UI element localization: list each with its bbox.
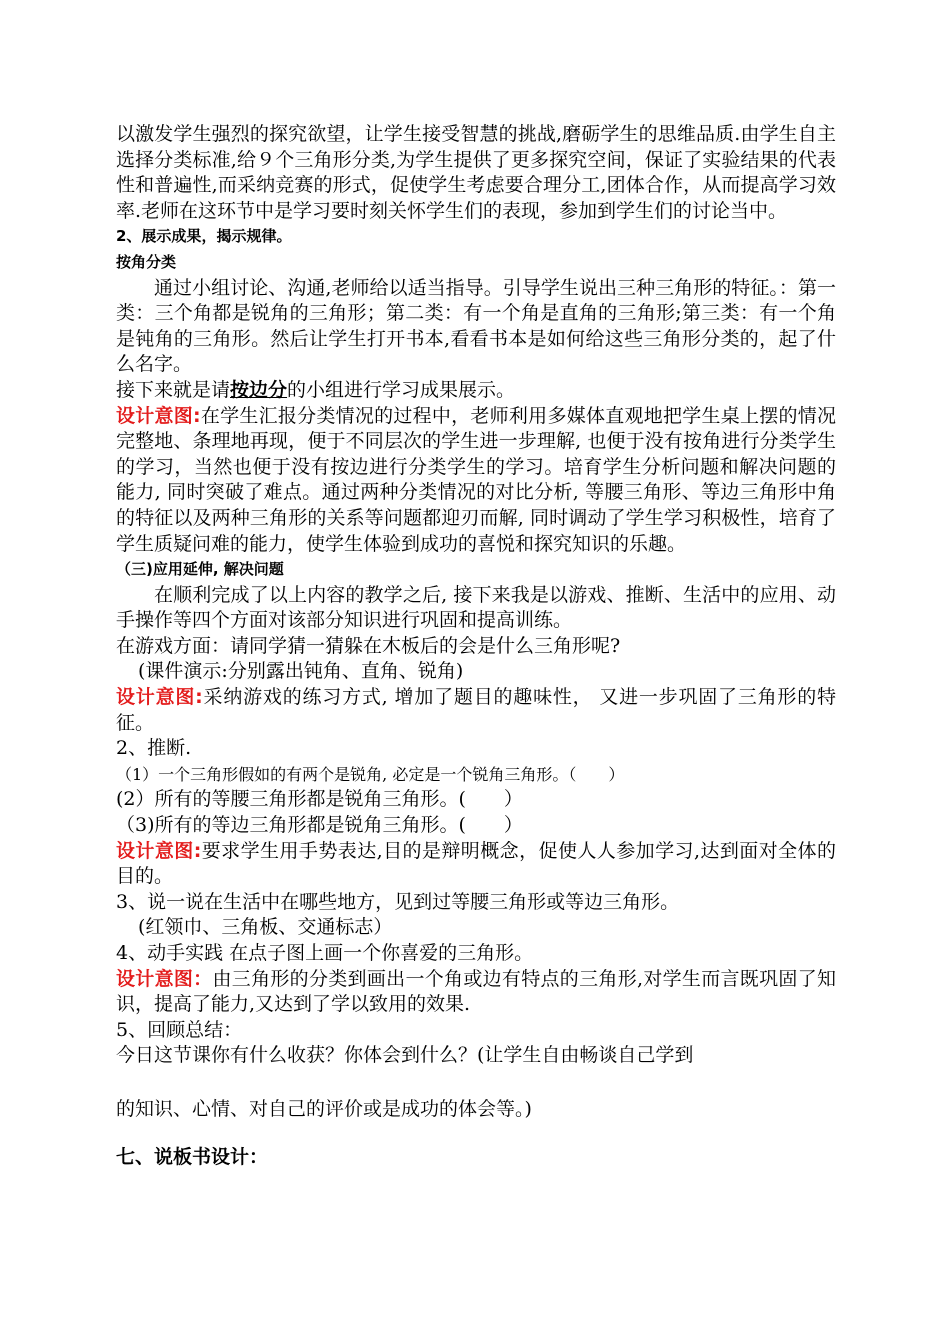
item-4: 4、动手实践 在点子图上画一个你喜爱的三角形。 [116, 942, 534, 964]
design-label: 设计意图: [116, 404, 201, 427]
item-3: 3、说一说在生活中在哪些地方，见到过等腰三角形或等边三角形。 [116, 890, 680, 913]
angle-paragraph: 通过小组讨论、沟通,老师给以适当指导。引导学生说出三种三角形的特征。：第一类：三个角都是锐角的三角形；第二类：有一个角是直角的三角形;第三类：有一个角是钝角的三角形。然后让学生打开书本,看看书本是如何给这些三角形分类的，起了什么名字。 [116, 276, 836, 376]
game-line: 在游戏方面：请同学猜一猜躲在木板后的会是什么三角形呢? [116, 634, 621, 657]
apply-paragraph: 在顺利完成了以上内容的教学之后, 接下来我是以游戏、推断、生活中的应用、动手操作等四个方面对该部分知识进行巩固和提高训练。 [116, 583, 836, 632]
item-3-examples: (红领巾、三角板、交通标志） [138, 916, 393, 939]
side-classification-underlined: 按边分 [230, 378, 288, 401]
section-heading-7: 七、说板书设计： [116, 1145, 269, 1168]
section-heading-3: （三)应用延伸, 解决问题 [116, 560, 284, 579]
judge-item-1: （1）一个三角形假如的有两个是锐角, 必定是一个锐角三角形。（ ） [116, 764, 625, 784]
demo-line: (课件演示:分别露出钝角、直角、锐角) [138, 660, 464, 683]
subheading-angle: 按角分类 [116, 252, 177, 271]
side-classification-line: 接下来就是请按边分的小组进行学习成果展示。 [116, 378, 516, 401]
item-5: 5、回顾总结： [116, 1018, 243, 1041]
design-label: 设计意图： [116, 967, 213, 990]
judge-item-2: (2）所有的等腰三角形都是锐角三角形。( ） [116, 788, 523, 811]
summary-line-2: 的知识、心情、对自己的评价或是成功的体会等。) [116, 1097, 532, 1120]
document-page [116, 122, 836, 1170]
judge-item-3: （3)所有的等边三角形都是锐角三角形。( ） [116, 814, 523, 837]
design-intent-3: 设计意图:要求学生用手势表达,目的是辩明概念，促使人人参加学习,达到面对全体的目的。 [116, 839, 836, 888]
design-intent-4: 设计意图：由三角形的分类到画出一个角或边有特点的三角形,对学生而言既巩固了知识，提高了能力,又达到了学以致用的效果. [116, 967, 836, 1016]
intro-paragraph: 以激发学生强烈的探究欲望，让学生接受智慧的挑战,磨砺学生的思维品质.由学生自主选择分类标准,给９个三角形分类,为学生提供了更多探究空间，保证了实验结果的代表性和普遍性,而采纳竞赛的形式，促使学生考虑要合理分工,团体合作，从而提高学习效率.老师在这环节中是学习要时刻关怀学生们的表现，参加到学生们的讨论当中。 [116, 123, 836, 222]
design-intent-1: 设计意图:在学生汇报分类情况的过程中，老师利用多媒体直观地把学生桌上摆的情况完整地、条理地再现，便于不同层次的学生进一步理解, 也便于没有按角进行分类学生的学习，当然也便于没有按边进行分类学生的学习。培育学生分析问题和解决问题的能力, 同时突破了难点。通过两种分类情况的对比分析, 等腰三角形、等边三角形中角的特征以及两种三角形的关系等问题都迎刃而解, 同时调动了学生学习积极性，培育了学生质疑问难的能力，使学生体验到成功的喜悦和探究知识的乐趣。 [116, 404, 836, 555]
design-label: 设计意图: [116, 686, 203, 709]
design-label: 设计意图: [116, 839, 202, 862]
design-intent-2: 设计意图:采纳游戏的练习方式, 增加了题目的趣味性， 又进一步巩固了三角形的特征。 [116, 686, 836, 734]
spacer [116, 1069, 836, 1097]
summary-line-1: 今日这节课你有什么收获？你体会到什么？(让学生自由畅谈自己学到 [116, 1044, 694, 1067]
section-heading-2: 2、展示成果，揭示规律。 [116, 227, 292, 246]
judge-heading: 2、推断. [116, 737, 192, 760]
